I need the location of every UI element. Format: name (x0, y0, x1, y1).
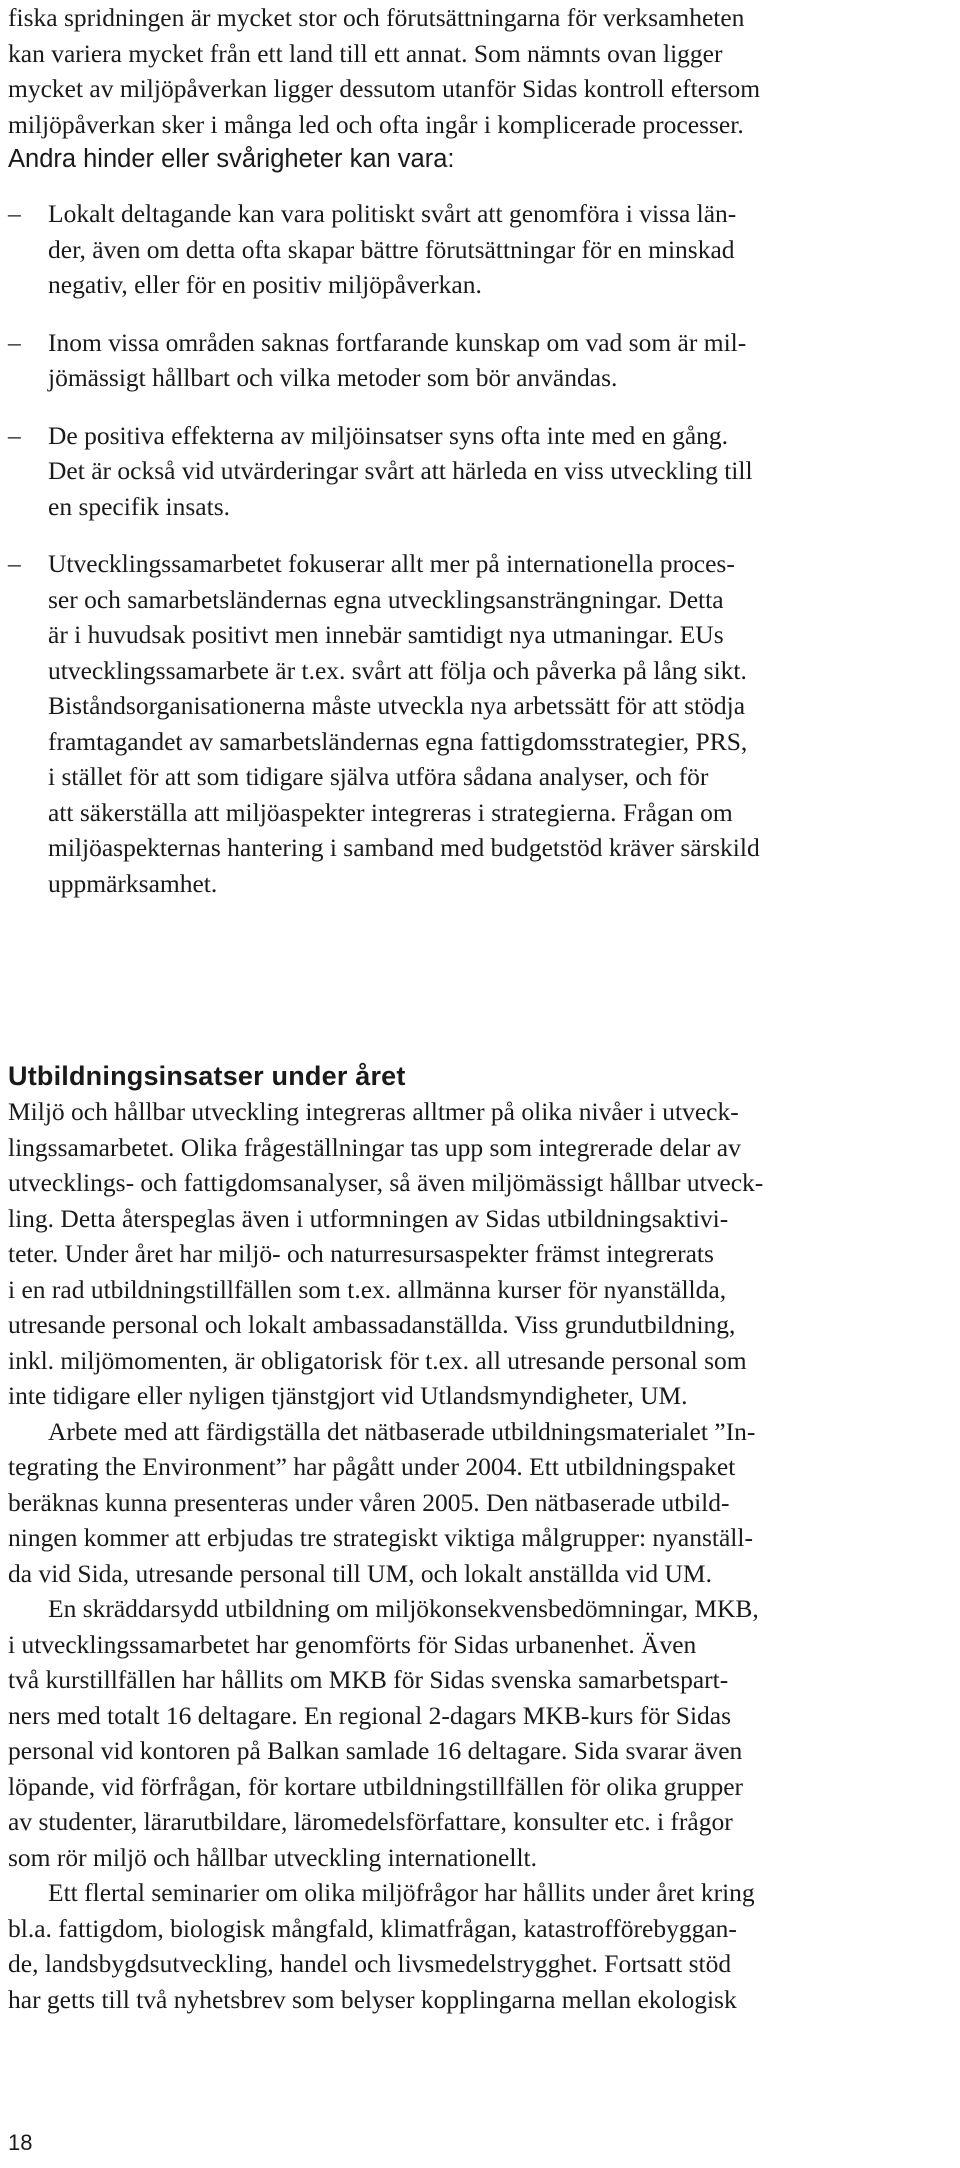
list-item (8, 196, 948, 303)
page-number: 18 (8, 2130, 33, 2155)
list-item (8, 418, 948, 525)
text-line: är i huvudsak positivt men innebär samtidigt nya utmaningar. EUs (48, 620, 724, 649)
text-line: bl.a. fattigdom, biologisk mångfald, klimatfrågan, katastrofförebyggan- (8, 1913, 737, 1943)
paragraph (8, 1875, 948, 2017)
text-line: i en rad utbildningstillfällen som t.ex. allmänna kurser för nyanställda, (8, 1274, 727, 1304)
text-line: der, även om detta ofta skapar bättre förutsättningar för en minskad (48, 234, 735, 264)
text-line: negativ, eller för en positiv miljöpåverkan. (48, 270, 482, 299)
text-line: Utvecklingssamarbetet fokuserar allt mer på internationella proces- (48, 549, 735, 578)
text-line: Ett flertal seminarier om olika miljöfrågor har hållits under året kring (48, 1878, 755, 1907)
text-line: utvecklings- och fattigdomsanalyser, så även miljömässigt hållbar utveck- (8, 1168, 764, 1197)
text-line: mycket av miljöpåverkan ligger dessutom utanför Sidas kontroll eftersom (8, 74, 761, 103)
text-line: En skräddarsydd utbildning om miljökonsekvensbedömningar, MKB, (48, 1594, 759, 1623)
paragraph (8, 1094, 948, 1414)
text-line: Inom vissa områden saknas fortfarande kunskap om vad som är mil- (48, 327, 747, 357)
dash-marker: – (8, 199, 21, 228)
section-body (8, 1094, 948, 2017)
text-line: i utvecklingssamarbetet har genomförts för Sidas urbanenhet. Även (8, 1629, 697, 1659)
paragraph (8, 1591, 948, 1875)
text-line: en specifik insats. (48, 491, 230, 521)
text-line: miljöpåverkan sker i många led och ofta ingår i komplicerade processer. (8, 109, 744, 139)
list-item (8, 325, 948, 396)
text-line: tegrating the Environment” har pågått under 2004. Ett utbildningspaket (8, 1452, 736, 1481)
text-line: löpande, vid förfrågan, för kortare utbildningstillfällen för olika grupper (8, 1771, 744, 1801)
text-line: kan variera mycket från ett land till ett annat. Som nämnts ovan ligger (8, 38, 723, 68)
lead-line: Andra hinder eller svårigheter kan vara: (8, 145, 455, 173)
text-line: personal vid kontoren på Balkan samlade 16 deltagare. Sida svarar även (8, 1736, 743, 1765)
paragraph (8, 1414, 948, 1592)
text-line: ners med totalt 16 deltagare. En regional 2-dagars MKB-kurs för Sidas (8, 1700, 732, 1730)
text-line: Miljö och hållbar utveckling integreras alltmer på olika nivåer i utveck- (8, 1097, 739, 1126)
text-line: Det är också vid utvärderingar svårt att härleda en viss utveckling till (48, 456, 753, 485)
text-line: De positiva effekterna av miljöinsatser syns ofta inte med en gång. (48, 420, 729, 450)
obstacle-list (8, 196, 948, 901)
list-item (8, 546, 948, 901)
text-line: Lokalt deltagande kan vara politiskt svårt att genomföra i vissa län- (48, 199, 737, 228)
text-line: uppmärksamhet. (48, 868, 218, 898)
section-heading: Utbildningsinsatser under året (8, 1061, 406, 1091)
text-line: de, landsbygdsutveckling, handel och livsmedelstrygghet. Fortsatt stöd (8, 1949, 732, 1978)
intro-paragraph (8, 0, 760, 178)
text-line: lingssamarbetet. Olika frågeställningar tas upp som integrerade delar av (8, 1132, 741, 1162)
text-line: framtagandet av samarbetsländernas egna fattigdomsstrategier, PRS, (48, 726, 748, 756)
text-line: Biståndsorganisationerna måste utveckla nya arbetssätt för att stödja (48, 691, 746, 720)
text-line: jömässigt hållbart och vilka metoder som bör användas. (48, 363, 618, 392)
text-line: ser och samarbetsländernas egna utvecklingsansträngningar. Detta (48, 584, 724, 614)
dash-marker: – (8, 549, 21, 578)
text-line: som rör miljö och hållbar utveckling internationellt. (8, 1842, 538, 1872)
text-line: teter. Under året har miljö- och naturresursaspekter främst integrerats (8, 1239, 714, 1268)
text-line: ningen kommer att erbjudas tre strategiskt viktiga målgrupper: nyanställ- (8, 1523, 753, 1552)
dash-marker: – (8, 420, 21, 450)
dash-marker: – (8, 327, 21, 357)
text-line: två kurstillfällen har hållits om MKB för Sidas svenska samarbetspart- (8, 1665, 729, 1694)
text-line: att säkerställa att miljöaspekter integreras i strategierna. Frågan om (48, 797, 733, 827)
text-line: har getts till två nyhetsbrev som belyser kopplingarna mellan ekologisk (8, 1984, 737, 2014)
text-line: Arbete med att färdigställa det nätbaserade utbildningsmaterialet ”In- (48, 1416, 756, 1446)
text-line: utvecklingssamarbete är t.ex. svårt att följa och påverka på lång sikt. (48, 655, 747, 685)
intro-text (8, 0, 760, 178)
text-line: miljöaspekternas hantering i samband med budgetstöd kräver särskild (48, 833, 760, 862)
text-line: da vid Sida, utresande personal till UM, och lokalt anställda vid UM. (8, 1558, 712, 1588)
text-line: av studenter, lärarutbildare, läromedelsförfattare, konsulter etc. i frågor (8, 1807, 733, 1836)
text-line: beräknas kunna presenteras under våren 2005. Den nätbaserade utbild- (8, 1487, 730, 1517)
text-line: inkl. miljömomenten, är obligatorisk för t.ex. all utresande personal som (8, 1345, 747, 1375)
text-line: utresande personal och lokalt ambassadanställda. Viss grundutbildning, (8, 1310, 736, 1339)
text-line: inte tidigare eller nyligen tjänstgjort vid Utlandsmyndigheter, UM. (8, 1381, 688, 1410)
text-line: i stället för att som tidigare själva utföra sådana analyser, och för (48, 762, 709, 791)
text-line: fiska spridningen är mycket stor och förutsättningarna för verksamheten (8, 3, 745, 32)
text-line: ling. Detta återspeglas även i utformningen av Sidas utbildningsaktivi- (8, 1203, 729, 1233)
